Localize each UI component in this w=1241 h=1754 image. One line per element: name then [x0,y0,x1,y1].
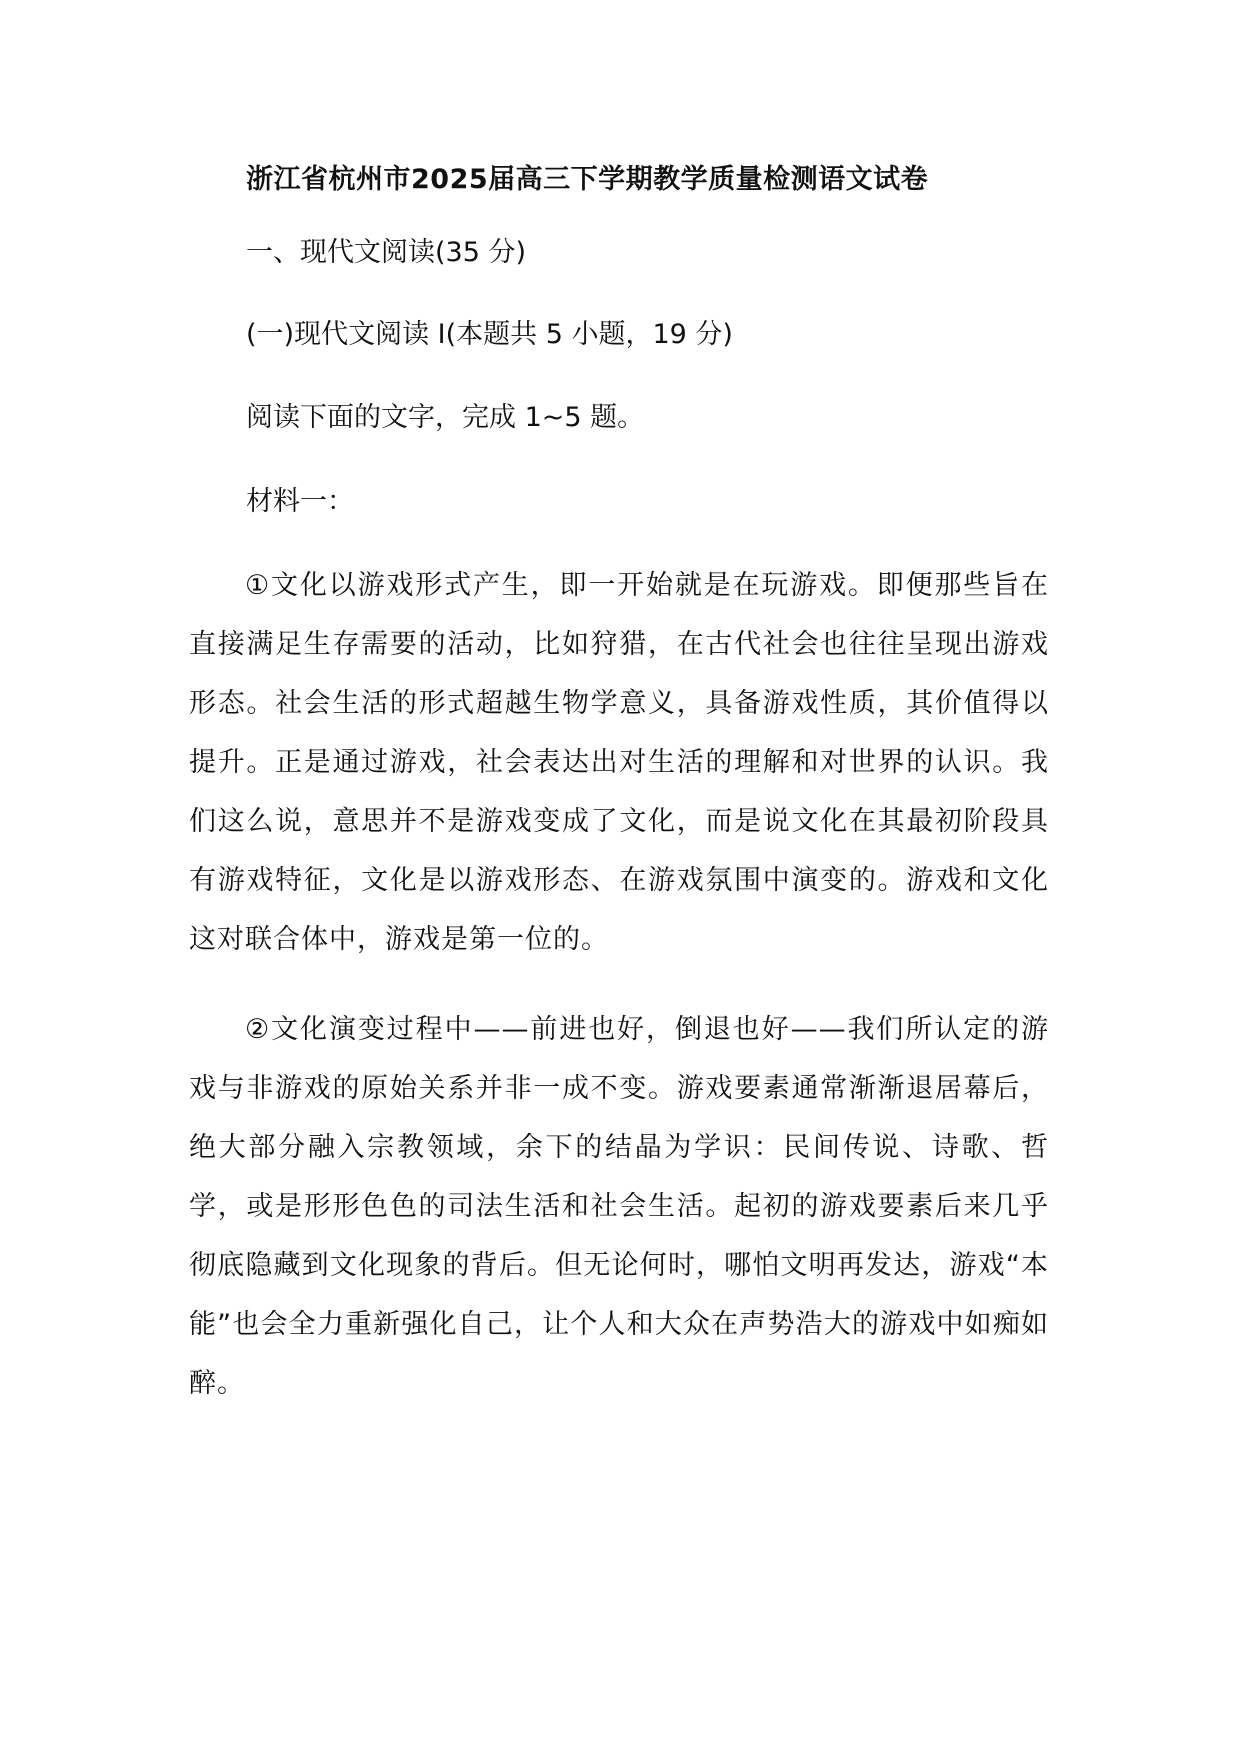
document-title: 浙江省杭州市2025届高三下学期教学质量检测语文试卷 [246,164,929,195]
paragraph-2: ②文化演变过程中——前进也好，倒退也好——我们所认定的游戏与非游戏的原始关系并非一成不变。游戏要素通常渐渐退居幕后，绝大部分融入宗教领域，余下的结晶为学识：民间传说、诗歌、哲学，或是形形色色的司法生活和社会生活。起初的游戏要素后来几乎彻底隐藏到文化现象的背后。但无论何时，哪怕文明再发达，游戏“本能”也会全力重新强化自己，让个人和大众在声势浩大的游戏中如痴如醉。 [189,1014,1049,1399]
material-label: 材料一： [246,486,354,517]
section-heading: 一、现代文阅读(35 分) [246,237,527,268]
subsection-heading: (一)现代文阅读 I(本题共 5 小题，19 分) [246,319,733,350]
reading-instruction: 阅读下面的文字，完成 1~5 题。 [246,402,645,433]
paragraph-1: ①文化以游戏形式产生，即一开始就是在玩游戏。即便那些旨在直接满足生存需要的活动，比如狩猎，在古代社会也往往呈现出游戏形态。社会生活的形式超越生物学意义，具备游戏性质，其价值得以提升。正是通过游戏，社会表达出对生活的理解和对世界的认识。我们这么说，意思并不是游戏变成了文化，而是说文化在其最初阶段具有游戏特征，文化是以游戏形态、在游戏氛围中演变的。游戏和文化这对联合体中，游戏是第一位的。 [189,570,1049,955]
